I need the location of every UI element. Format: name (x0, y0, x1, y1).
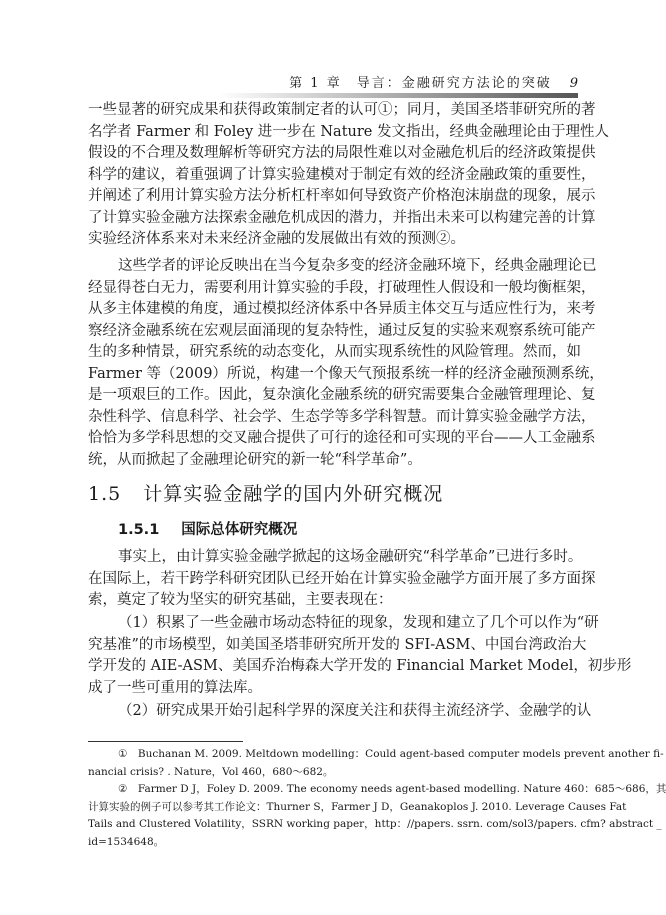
paragraph-1 (88, 100, 609, 251)
section-heading (88, 482, 443, 506)
text-line: 科学的建议，着重强调了计算实验建模对于制定有效的经济金融政策的重要性， (88, 166, 596, 183)
chapter-title: 第 1 章 导言：金融研究方法论的突破 (289, 76, 552, 91)
section-title: 计算实验金融学的国内外研究概况 (143, 483, 444, 505)
footnote-line: 计算实验的例子可以参考其工作论文：Thurner S，Farmer J D，Geanakoplos J. 2010. Leverage Causes Fat (88, 800, 627, 813)
footnote-line: Tails and Clustered Volatility，SSRN working paper，http：//papers. ssrn. com/sol3/papers. cfm? abstract _ (88, 818, 662, 830)
text-line: 实验经济体系来对未来经济金融的发展做出有效的预测②。 (88, 231, 465, 247)
paragraph-3 (88, 547, 596, 612)
paragraph-4 (88, 613, 632, 699)
text-line: 名学者 Farmer 和 Foley 进一步在 Nature 发文指出，经典金融理论由于理性人 (88, 123, 609, 140)
text-line: 索，奠定了较为坚实的研究基础，主要表现在： (88, 592, 393, 608)
section-number: 1.5 (88, 483, 122, 505)
footnotes (88, 746, 666, 851)
paragraph-5 (88, 701, 592, 723)
footnote-line: nancial crisis? . Nature，Vol 460，680～682。 (88, 765, 334, 778)
footnote-rule (88, 741, 243, 742)
subsection-title: 国际总体研究概况 (181, 522, 298, 538)
footnote (88, 746, 664, 781)
text-line: 生的多种情景，研究系统的动态变化，从而实现系统性的风险管理。然而，如 (88, 344, 581, 360)
text-line: 一些显著的研究成果和获得政策制定者的认可①；同月，美国圣塔菲研究所的著 (88, 102, 596, 118)
footnote (88, 781, 666, 851)
footnote-line: ① Buchanan M. 2009. Meltdown modelling：Could agent-based computer models prevent another fi- (118, 748, 664, 760)
subsection-number: 1.5.1 (118, 522, 160, 538)
header-rule (218, 93, 578, 98)
footnote-line: id=1534648。 (88, 835, 165, 848)
text-line: 成了一些可重用的算法库。 (88, 679, 262, 696)
text-line: 是一项艰巨的工作。因此，复杂演化金融系统的研究需要集合金融管理理论、复 (88, 387, 596, 403)
text-line: 恰恰为多学科思想的交叉融合提供了可行的途径和可实现的平台——人工金融系 (88, 430, 596, 446)
text-line: 学开发的 AIE-ASM、美国乔治梅森大学开发的 Financial Market Model，初步形 (88, 658, 632, 674)
text-line: 在国际上，若干跨学科研究团队已经开始在计算实验金融学方面开展了多方面探 (88, 570, 596, 587)
text-line: Farmer 等（2009）所说，构建一个像天气预报系统一样的经济金融预测系统， (88, 365, 604, 382)
text-line: （2）研究成果开始引起科学界的深度关注和获得主流经济学、金融学的认 (118, 703, 592, 719)
footnote-line: ② Farmer D J，Foley D. 2009. The economy needs agent-based modelling. Nature 460：685～686，其 (118, 783, 666, 795)
text-line: 察经济金融系统在宏观层面涌现的复杂特性，通过反复的实验来观察系统可能产 (88, 322, 596, 339)
text-line: 从多主体建模的角度，通过模拟经济体系中各异质主体交互与适应性行为，来考 (88, 301, 596, 317)
running-header (88, 70, 578, 100)
page-number: 9 (569, 76, 578, 91)
text-line: 统，从而掀起了金融理论研究的新一轮“科学革命”。 (88, 451, 422, 468)
text-line: （1）积累了一些金融市场动态特征的现象，发现和建立了几个可以作为“研 (118, 615, 599, 631)
text-line: 并阐述了利用计算实验方法分析杠杆率如何导致资产价格泡沫崩盘的现象，展示 (88, 188, 596, 204)
text-line: 了计算实验金融方法探索金融危机成因的潜力，并指出未来可以构建完善的计算 (88, 209, 596, 226)
text-line: 杂性科学、信息科学、社会学、生态学等多学科智慧。而计算实验金融学方法， (88, 408, 596, 425)
subsection-heading (118, 520, 297, 540)
text-line: 经显得苍白无力，需要利用计算实验的手段，打破理性人假设和一般均衡框架， (88, 279, 596, 296)
text-line: 究基准”的市场模型，如美国圣塔菲研究所开发的 SFI-ASM、中国台湾政治大 (88, 636, 587, 653)
text-line: 这些学者的评论反映出在当今复杂多变的经济金融环境下，经典金融理论已 (118, 258, 597, 274)
text-line: 假设的不合理及数理解析等研究方法的局限性难以对金融危机后的经济政策提供 (88, 145, 596, 161)
text-line: 事实上，由计算实验金融学掀起的这场金融研究“科学革命”已进行多时。 (118, 549, 583, 565)
paragraph-2 (88, 256, 604, 471)
